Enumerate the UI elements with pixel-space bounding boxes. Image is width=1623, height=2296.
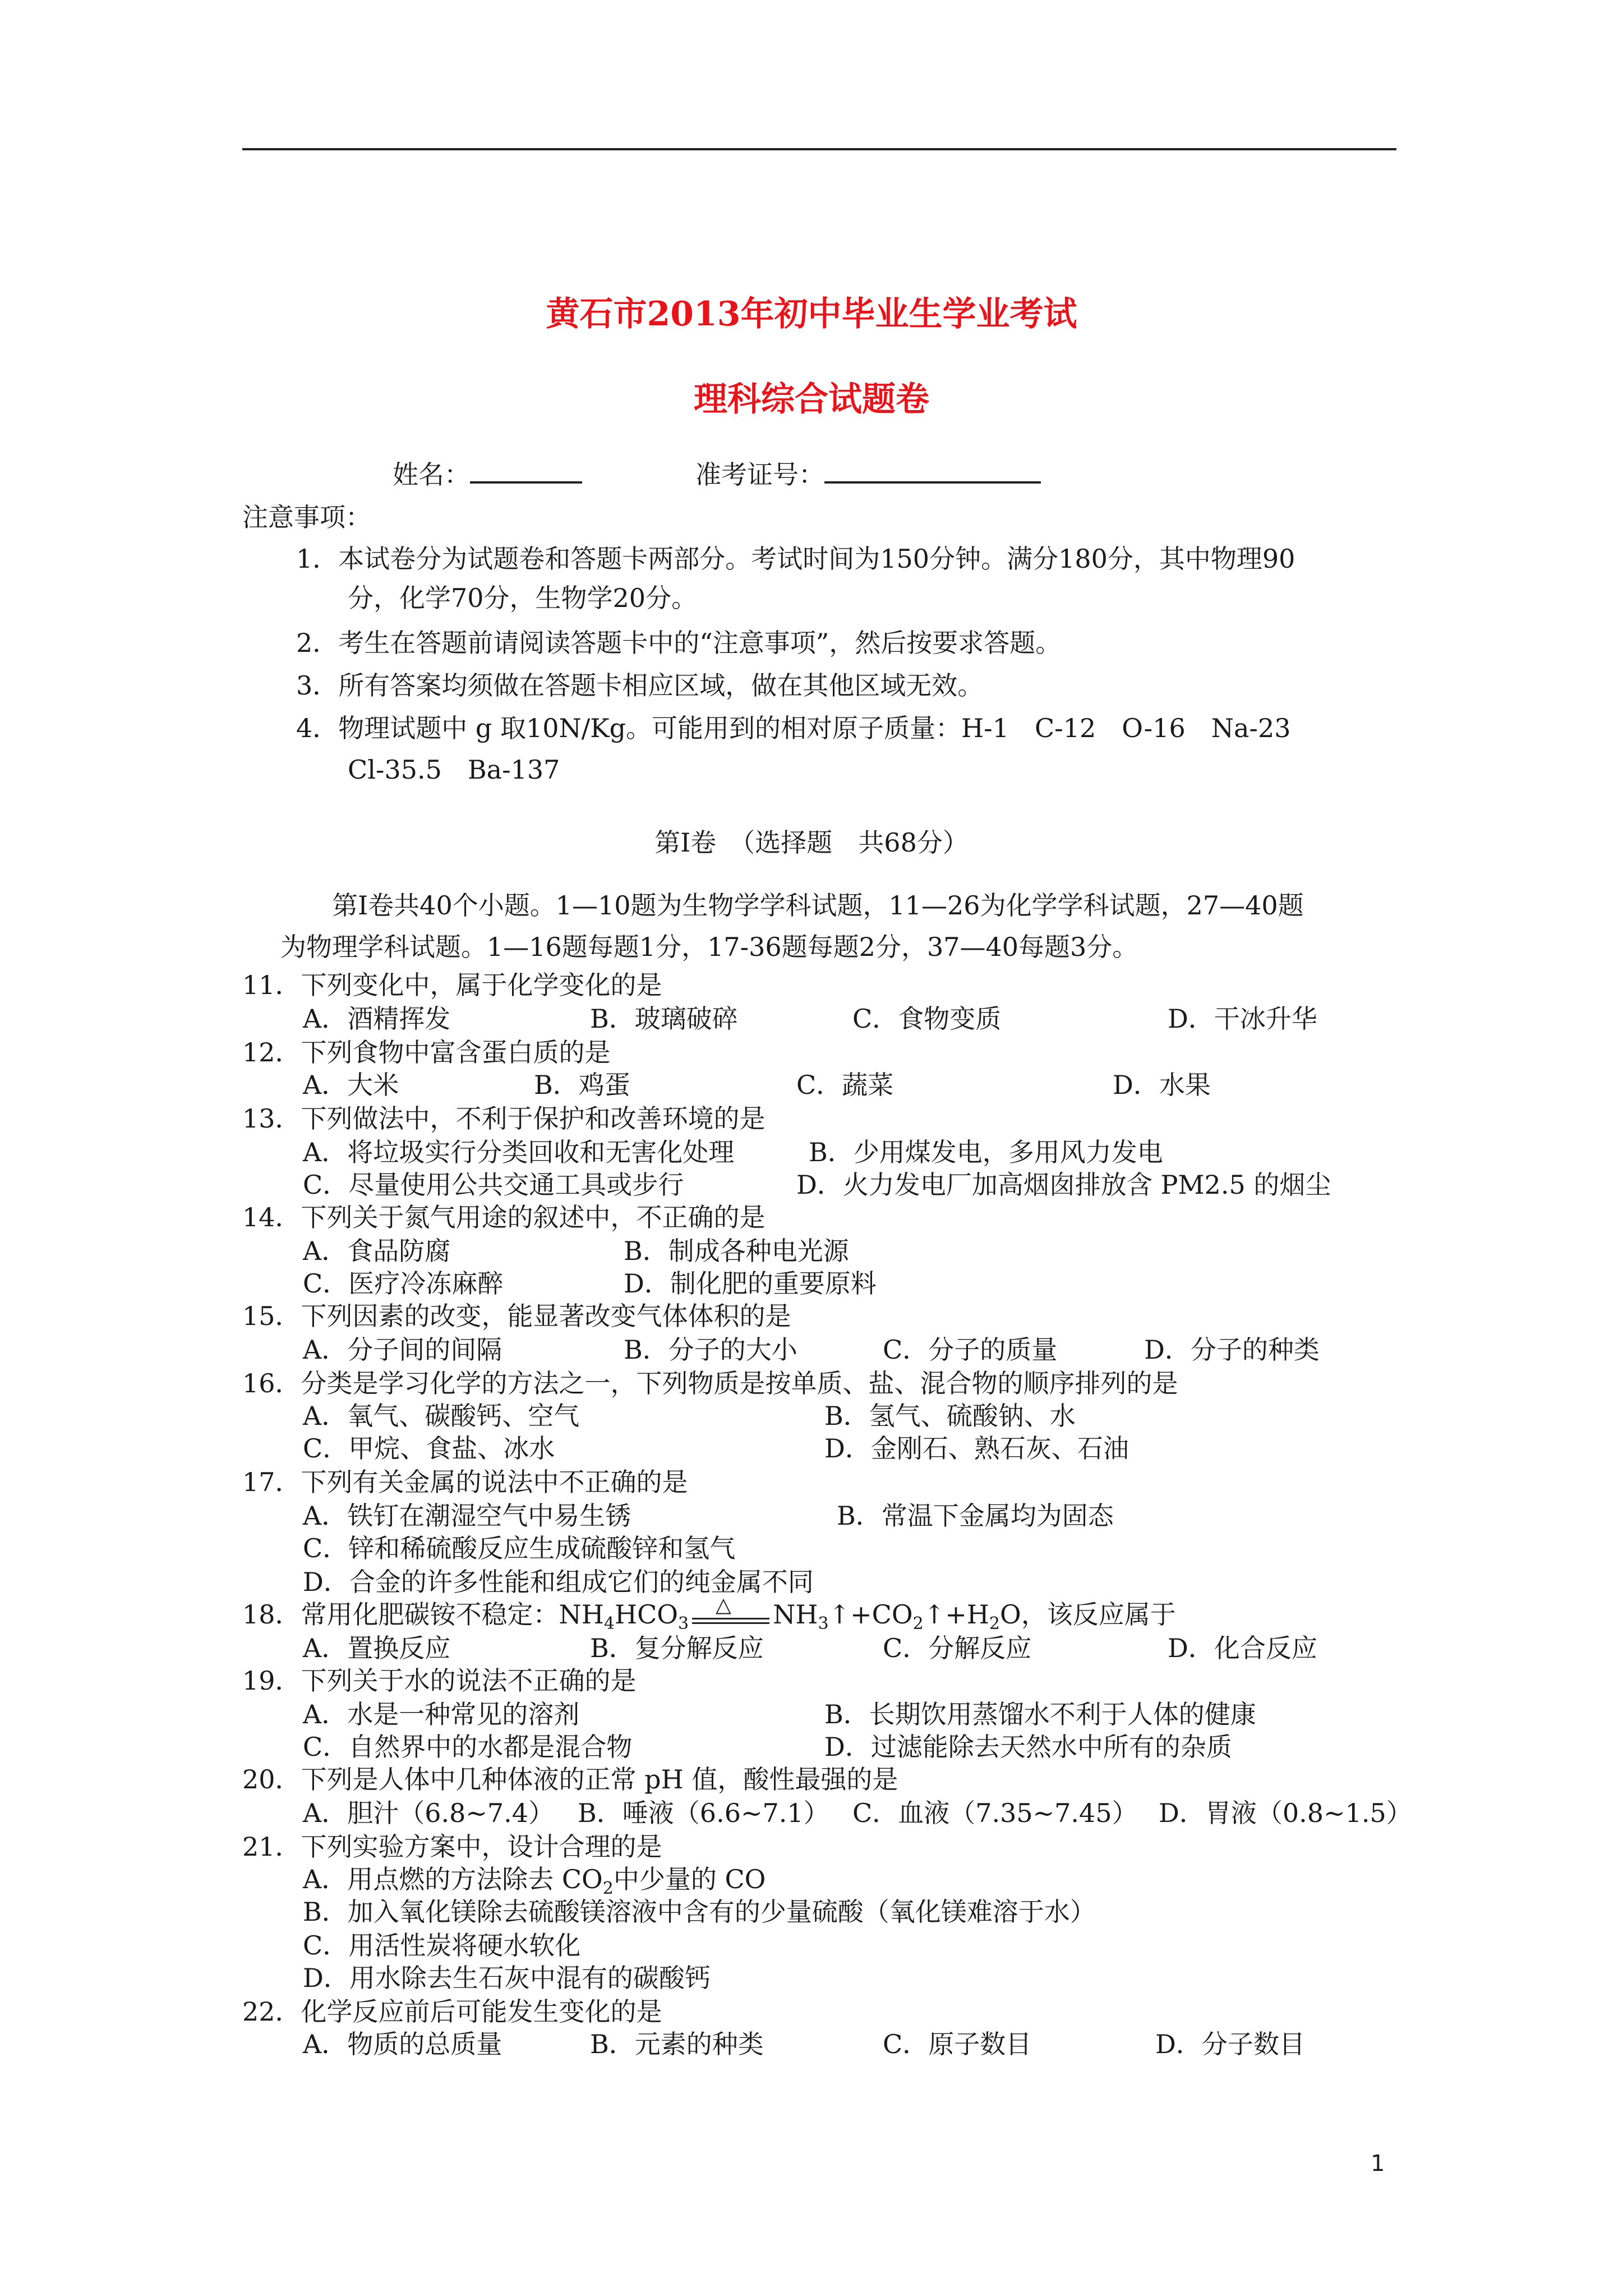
option[interactable]: C．原子数目 (883, 2029, 1032, 2059)
subscript: 4 (603, 1614, 615, 1634)
option[interactable]: B．氢气、硫酸钠、水 (824, 1401, 1076, 1431)
question-stem: 20．下列是人体中几种体液的正常 pH 值，酸性最强的是 (242, 1764, 898, 1795)
question-stem: 21．下列实验方案中，设计合理的是 (242, 1832, 662, 1862)
option[interactable]: A．水是一种常见的溶剂 (303, 1699, 580, 1729)
notice-item: Cl-35.5 Ba-137 (348, 754, 560, 785)
option[interactable]: D．分子数目 (1155, 2029, 1305, 2059)
question-stem: 15．下列因素的改变，能显著改变气体体积的是 (242, 1301, 791, 1331)
stem-text: 18．常用化肥碳铵不稳定：NH (242, 1599, 604, 1630)
option[interactable]: B．长期饮用蒸馏水不利于人体的健康 (824, 1699, 1256, 1729)
name-field[interactable] (393, 454, 582, 491)
option[interactable]: C．锌和稀硫酸反应生成硫酸锌和氢气 (303, 1533, 736, 1563)
option[interactable]: A．氧气、碳酸钙、空气 (303, 1401, 580, 1431)
option[interactable]: D．金刚石、熟石灰、石油 (824, 1433, 1129, 1464)
subscript: 3 (678, 1614, 689, 1634)
subscript: 2 (912, 1614, 924, 1634)
option[interactable]: B．加入氧化镁除去硫酸镁溶液中含有的少量硫酸（氧化镁难溶于水） (303, 1897, 1096, 1927)
option[interactable]: D．分子的种类 (1144, 1335, 1320, 1365)
option-text: 中少量的 CO (613, 1864, 766, 1894)
stem-text: ↑+H (923, 1599, 989, 1630)
heating-condition (689, 1594, 773, 1631)
option[interactable]: D．化合反应 (1168, 1633, 1317, 1663)
option[interactable]: C．分子的质量 (883, 1335, 1058, 1365)
option[interactable]: A．分子间的间隔 (303, 1335, 502, 1365)
exam-id-field[interactable] (695, 454, 1041, 491)
page-number: 1 (1371, 2151, 1385, 2177)
option-text: A．用点燃的方法除去 CO (303, 1864, 603, 1894)
subscript: 2 (989, 1614, 1000, 1634)
option[interactable]: B．复分解反应 (590, 1633, 764, 1663)
option[interactable]: A．铁钉在潮湿空气中易生锈 (303, 1501, 631, 1531)
subscript: 3 (818, 1614, 829, 1634)
option[interactable]: C．血液（7.35~7.45） (852, 1798, 1138, 1828)
option[interactable]: A．酒精挥发 (303, 1004, 451, 1034)
question-stem: 11．下列变化中，属于化学变化的是 (242, 970, 662, 1000)
option[interactable]: D．干冰升华 (1168, 1004, 1317, 1034)
stem-text: HCO (615, 1599, 679, 1630)
option[interactable]: C．蔬菜 (796, 1070, 894, 1100)
option[interactable]: D．水果 (1113, 1070, 1211, 1100)
exam-id-label: 准考证号： (695, 459, 824, 490)
notice-item: 2．考生在答题前请阅读答题卡中的“注意事项”，然后按要求答题。 (296, 628, 1062, 658)
section-title: 第Ⅰ卷 （选择题 共68分） (654, 827, 969, 858)
question-stem: 16．分类是学习化学的方法之一，下列物质是按单质、盐、混合物的顺序排列的是 (242, 1368, 1178, 1398)
option[interactable]: D．过滤能除去天然水中所有的杂质 (824, 1732, 1232, 1762)
exam-subtitle: 理科综合试题卷 (694, 380, 929, 419)
stem-text: O，该反应属于 (999, 1599, 1176, 1630)
option[interactable]: A．将垃圾实行分类回收和无害化处理 (303, 1137, 735, 1167)
option[interactable]: B．元素的种类 (590, 2029, 764, 2059)
name-label: 姓名： (393, 459, 470, 490)
notice-heading: 注意事项： (242, 502, 371, 532)
option[interactable]: A．物质的总质量 (303, 2029, 502, 2059)
delta-icon: △ (716, 1594, 731, 1617)
name-blank[interactable] (470, 454, 582, 484)
section-intro: 第Ⅰ卷共40个小题。1—10题为生物学学科试题，11—26为化学学科试题，27—40题 (332, 890, 1304, 921)
option[interactable]: C．尽量使用公共交通工具或步行 (303, 1170, 684, 1200)
option[interactable]: D．合金的许多性能和组成它们的纯金属不同 (303, 1567, 814, 1597)
option[interactable]: D．用水除去生石灰中混有的碳酸钙 (303, 1963, 711, 1993)
question-stem: 19．下列关于水的说法不正确的是 (242, 1665, 637, 1696)
option[interactable]: B．分子的大小 (624, 1335, 797, 1365)
question-stem: 12．下列食物中富含蛋白质的是 (242, 1037, 611, 1068)
option[interactable]: C．甲烷、食盐、冰水 (303, 1433, 555, 1464)
option[interactable]: B．常温下金属均为固态 (837, 1501, 1114, 1531)
option[interactable]: C．食物变质 (852, 1004, 1002, 1034)
option[interactable]: A．胆汁（6.8~7.4） (303, 1798, 555, 1828)
exam-id-blank[interactable] (824, 454, 1041, 484)
option[interactable]: C．用活性炭将硬水软化 (303, 1930, 581, 1961)
question-stem: 14．下列关于氮气用途的叙述中，不正确的是 (242, 1202, 766, 1232)
option[interactable]: B．玻璃破碎 (590, 1004, 738, 1034)
question-stem: 17．下列有关金属的说法中不正确的是 (242, 1467, 688, 1497)
option[interactable]: C．医疗冷冻麻醉 (303, 1268, 504, 1299)
section-intro: 为物理学科试题。1—16题每题1分，17-36题每题2分，37—40每题3分。 (280, 932, 1138, 962)
option[interactable]: C．分解反应 (883, 1633, 1032, 1663)
option[interactable]: D．制化肥的重要原料 (624, 1268, 877, 1299)
option[interactable]: C．自然界中的水都是混合物 (303, 1732, 633, 1762)
stem-text: NH (773, 1599, 818, 1630)
notice-item: 4．物理试题中 g 取10N/Kg。可能用到的相对原子质量：H-1 C-12 O-16 Na-23 (296, 713, 1291, 743)
notice-item: 1．本试卷分为试题卷和答题卡两部分。考试时间为150分钟。满分180分，其中物理90 (296, 544, 1295, 574)
subscript: 2 (602, 1879, 614, 1898)
option[interactable]: A．大米 (303, 1070, 399, 1100)
header-rule (242, 148, 1396, 150)
question-stem: 22．化学反应前后可能发生变化的是 (242, 1996, 662, 2027)
option[interactable]: B．少用煤发电，多用风力发电 (809, 1137, 1163, 1167)
option[interactable]: A．置换反应 (303, 1633, 451, 1663)
stem-text: ↑+CO (828, 1599, 913, 1630)
notice-item: 3．所有答案均须做在答题卡相应区域，做在其他区域无效。 (296, 670, 984, 701)
question-stem: 13．下列做法中，不利于保护和改善环境的是 (242, 1103, 766, 1134)
option[interactable]: B．唾液（6.6~7.1） (578, 1798, 829, 1828)
option[interactable]: D．火力发电厂加高烟囱排放含 PM2.5 的烟尘 (796, 1170, 1331, 1200)
option[interactable]: B．鸡蛋 (534, 1070, 630, 1100)
exam-title: 黄石市2013年初中毕业生学业考试 (546, 295, 1077, 334)
option[interactable]: B．制成各种电光源 (624, 1236, 849, 1266)
option[interactable]: A．食品防腐 (303, 1236, 451, 1266)
option[interactable]: D．胃液（0.8~1.5） (1159, 1798, 1412, 1828)
notice-item: 分，化学70分，生物学20分。 (348, 583, 698, 613)
